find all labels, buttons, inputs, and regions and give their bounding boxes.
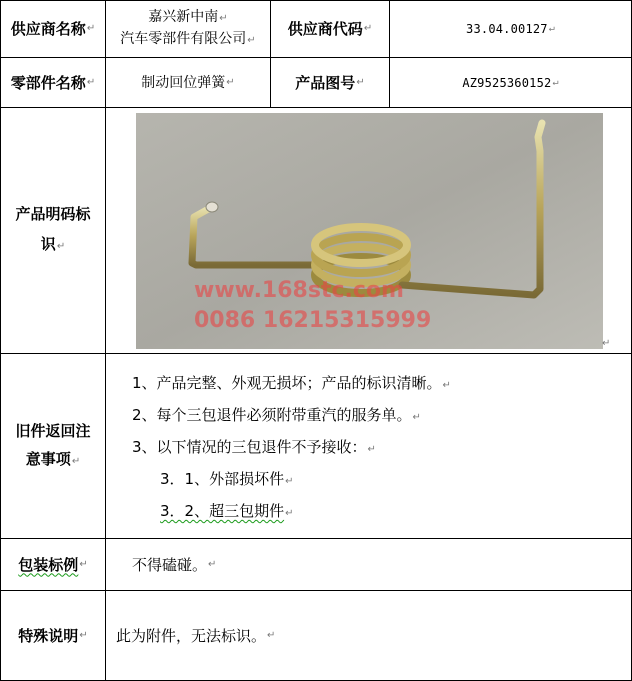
part-name-label: 零部件名称 ↵ (10, 73, 96, 92)
photo-paragraph-mark: ↵ (602, 338, 611, 349)
list-item: 3．1、外部损坏件↵ (160, 470, 294, 488)
list-item: 1、产品完整、外观无损坏；产品的标识清晰。↵ (132, 374, 451, 392)
drawing-no-value: AZ9525360152 ↵ (462, 75, 559, 90)
product-photo (136, 113, 603, 349)
product-mark-label: 产品明码标 识↵ (15, 205, 91, 253)
special-notes-value: 此为附件，无法标识。 ↵ (116, 626, 276, 645)
drawing-no-label: 产品图号 ↵ (295, 73, 365, 92)
return-notes-list (110, 356, 630, 536)
special-notes-label: 特殊说明 ↵ (18, 626, 88, 645)
supplier-code-value: 33.04.00127 ↵ (466, 22, 555, 36)
part-name-value: 制动回位弹簧 ↵ (141, 74, 235, 91)
list-item: 2、每个三包退件必须附带重汽的服务单。↵ (132, 406, 421, 424)
list-item: 3、以下情况的三包退件不予接收：↵ (132, 438, 376, 456)
list-item: 3．2、超三包期件↵ (160, 502, 294, 520)
svg-text:0086 16215315999: 0086 16215315999 (194, 308, 432, 333)
supplier-name-label: 供应商名称 ↵ (10, 20, 96, 38)
supplier-name-value: 嘉兴新中南↵ 汽车零部件有限公司↵ (120, 9, 256, 47)
return-notes-label: 旧件返回注 意事项↵ (15, 421, 91, 468)
svg-text:www.168stc.com: www.168stc.com (194, 278, 404, 303)
supplier-code-label: 供应商代码 ↵ (287, 20, 373, 38)
packaging-label: 包装标例 ↵ (18, 555, 88, 574)
packaging-value: 不得磕碰。 ↵ (132, 555, 217, 574)
